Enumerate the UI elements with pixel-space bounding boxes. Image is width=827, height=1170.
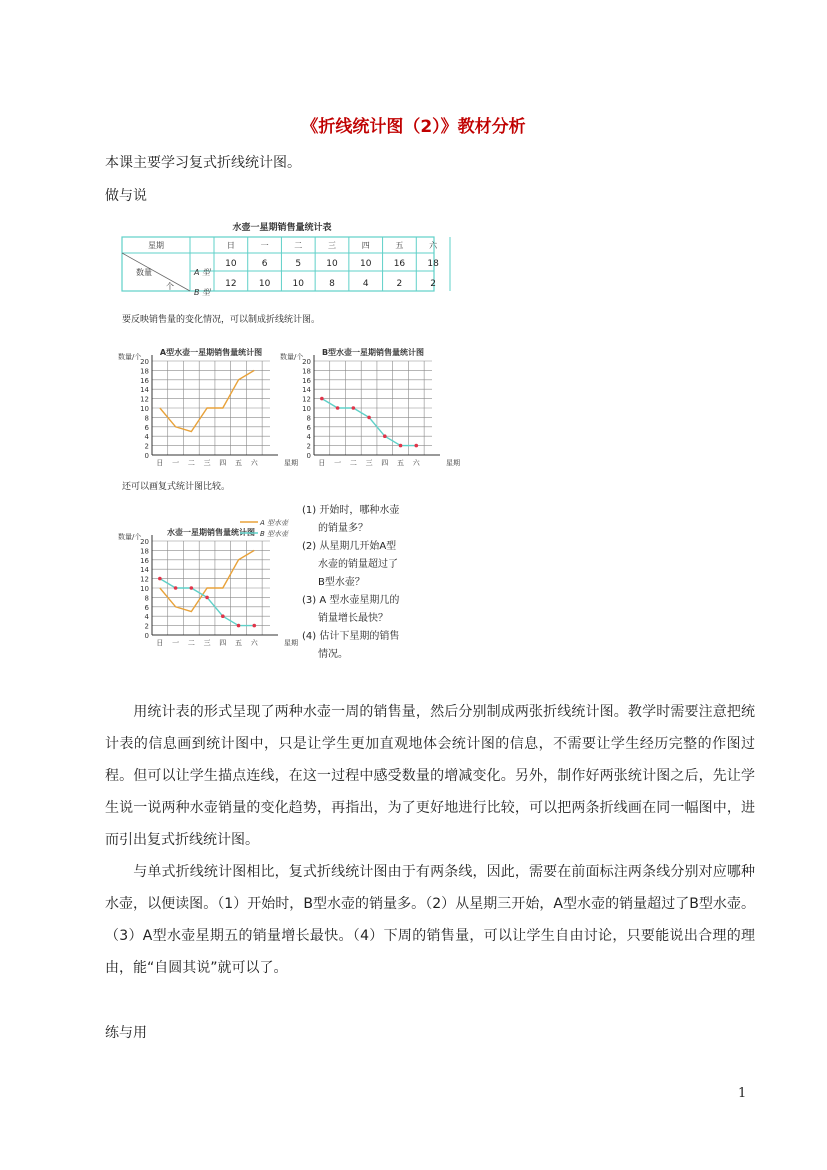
table-corner-quantity: 数量 [136, 268, 152, 277]
table-cell-b: 10 [292, 279, 305, 289]
chart-y-tick: 6 [144, 603, 149, 612]
chart-data-point [367, 416, 371, 420]
chart-y-tick: 6 [306, 423, 311, 432]
table-cell-a: 18 [427, 259, 439, 269]
chart-y-axis-label: 数量/个 [118, 353, 142, 361]
chart-title: A型水壶一星期销售量统计图 [159, 348, 263, 357]
chart-y-tick: 18 [140, 367, 149, 376]
chart-data-point [221, 614, 225, 618]
textbook-figure [118, 215, 460, 660]
chart-x-tick: 一 [172, 459, 180, 467]
chart-y-axis-label: 数量/个 [280, 353, 304, 361]
chart-x-tick: 五 [397, 459, 405, 467]
section-heading-practice: 练与用 [105, 1025, 147, 1041]
chart-y-tick: 12 [302, 395, 311, 404]
chart-y-tick: 2 [306, 442, 311, 451]
chart-x-tick: 三 [203, 639, 211, 647]
question-line: 情况。 [318, 649, 348, 660]
chart-y-tick: 0 [306, 452, 311, 460]
legend-label-a: A 型水壶 [260, 519, 289, 527]
chart-data-point [158, 577, 162, 581]
chart-y-tick: 6 [144, 423, 149, 432]
table-day-header: 三 [328, 241, 336, 250]
chart-x-axis-label: 星期 [284, 639, 298, 647]
chart-y-tick: 18 [302, 367, 311, 376]
question-line: (2) 从星期几开始A型 [302, 541, 397, 552]
table-cell-a: 10 [359, 259, 372, 269]
chart-y-tick: 20 [302, 358, 311, 366]
table-corner-unit: 个 [166, 282, 174, 291]
chart-series-line [322, 399, 416, 446]
chart-x-tick: 六 [250, 459, 258, 467]
chart-x-tick: 一 [172, 639, 180, 647]
chart-y-tick: 20 [140, 358, 149, 366]
table-diagonal [122, 253, 190, 291]
table-cell-b: 10 [258, 279, 271, 289]
chart-x-tick: 五 [235, 639, 243, 647]
chart-data-point [174, 586, 178, 590]
chart-y-tick: 8 [306, 414, 311, 423]
chart-x-tick: 二 [349, 459, 357, 467]
chart-y-tick: 4 [306, 433, 311, 442]
table-day-header: 二 [294, 241, 303, 250]
table-day-header: 一 [260, 241, 269, 250]
chart-y-tick: 2 [144, 442, 149, 451]
chart-y-tick: 12 [140, 395, 149, 404]
caption-line-chart: 要反映销售量的变化情况，可以制成折线统计图。 [122, 315, 321, 325]
chart-x-tick: 五 [235, 459, 243, 467]
table-cell-b: 8 [329, 279, 335, 289]
chart-x-tick: 一 [334, 459, 342, 467]
chart-x-axis-label: 星期 [446, 459, 460, 467]
section-heading-do-and-say: 做与说 [105, 188, 147, 204]
chart-y-tick: 16 [140, 376, 149, 385]
chart-x-tick: 六 [412, 459, 420, 467]
chart-y-tick: 0 [144, 452, 149, 460]
chart-y-tick: 8 [144, 414, 149, 423]
chart-x-tick: 日 [156, 639, 164, 647]
table-day-header: 四 [361, 241, 370, 250]
caption-compound-chart: 还可以画复式统计图比较。 [122, 482, 231, 492]
chart-data-point [190, 586, 194, 590]
chart-x-tick: 四 [219, 459, 227, 467]
chart-x-tick: 二 [187, 639, 195, 647]
question-line: 水壶的销量超过了 [318, 559, 398, 570]
chart-title: B型水壶一星期销售量统计图 [321, 348, 425, 357]
table-row-label-b: B 型 [193, 288, 211, 297]
chart-data-point [205, 596, 209, 600]
question-line: 的销量多？ [318, 523, 368, 534]
chart-x-tick: 日 [318, 459, 326, 467]
chart-x-tick: 三 [203, 459, 211, 467]
chart-x-tick: 二 [187, 459, 195, 467]
intro-text: 本课主要学习复式折线统计图。 [105, 155, 301, 171]
question-line: B型水壶？ [318, 577, 365, 588]
analysis-paragraph-1-text: 用统计表的形式呈现了两种水壶一周的销售量，然后分别制成两张折线统计图。教学时需要注意把统计表的信息画到统计图中，只是让学生更加直观地体会统计图的信息，不需要让学生经历完整的作图过程。但可以让学生描点连线，在这一过程中感受数量的增减变化。另外，制作好两张统计图之后，先让学生说一说两种水壶销量的变化趋势，再指出，为了更好地进行比较，可以把两条折线画在同一幅图中，进而引出复式折线统计图。 [105, 704, 755, 848]
chart-x-tick: 三 [365, 459, 373, 467]
chart-x-tick: 六 [250, 639, 258, 647]
chart-y-tick: 4 [144, 613, 149, 622]
table-header-week: 星期 [148, 241, 164, 250]
chart-title: 水壶一星期销售量统计图 [167, 528, 255, 537]
chart-y-tick: 4 [144, 433, 149, 442]
analysis-paragraph-2 [105, 856, 755, 984]
chart-data-point [320, 397, 324, 401]
table-cell-a: 10 [225, 259, 237, 269]
chart-y-tick: 12 [140, 575, 149, 584]
table-cell-a: 6 [261, 259, 268, 269]
table-row-label-a: A 型 [193, 268, 211, 277]
chart-data-point [399, 444, 403, 448]
table-cell-a: 16 [393, 259, 406, 269]
textbook-figure-svg [118, 215, 460, 660]
chart-y-tick: 8 [144, 594, 149, 603]
table-cell-b: 2 [396, 279, 403, 289]
table-cell-b: 4 [362, 279, 369, 289]
chart-series-line [160, 579, 254, 626]
table-cell-b: 12 [225, 279, 237, 289]
chart-data-point [252, 624, 256, 628]
chart-data-point [383, 434, 387, 438]
question-line: (4) 估计下星期的销售 [302, 631, 400, 642]
question-line: (1) 开始时，哪种水壶 [302, 505, 400, 516]
chart-data-point [336, 406, 340, 410]
page-title: 《折线统计图（2）》教材分析 [301, 117, 526, 137]
analysis-paragraph-1 [105, 696, 755, 856]
chart-x-axis-label: 星期 [284, 459, 298, 467]
chart-y-tick: 14 [140, 566, 149, 575]
chart-y-tick: 14 [302, 386, 311, 395]
chart-data-point [237, 624, 241, 628]
chart-y-tick: 16 [302, 376, 311, 385]
table-cell-a: 10 [326, 259, 338, 269]
chart-y-tick: 14 [140, 386, 149, 395]
chart-y-tick: 18 [140, 547, 149, 556]
analysis-paragraph-2-text: 与单式折线统计图相比，复式折线统计图由于有两条线，因此，需要在前面标注两条线分别对应哪种水壶，以便读图。（1）开始时，B型水壶的销量多。（2）从星期三开始，A型水壶的销量超过了B型水壶。（3）A型水壶星期五的销量增长最快。（4）下周的销售量，可以让学生自由讨论，只要能说出合理的理由，能“自圆其说”就可以了。 [105, 864, 755, 976]
chart-y-tick: 0 [144, 632, 149, 640]
question-line: 销量增长最快？ [318, 613, 388, 624]
chart-x-tick: 四 [219, 639, 227, 647]
question-line: (3) A 型水壶星期几的 [302, 595, 400, 606]
chart-y-tick: 2 [144, 622, 149, 631]
chart-x-tick: 四 [381, 459, 389, 467]
table-day-header: 日 [226, 241, 235, 250]
chart-y-tick: 10 [140, 585, 149, 593]
chart-y-tick: 10 [302, 405, 311, 413]
table-title: 水壶一星期销售量统计表 [232, 223, 332, 233]
page-number: 1 [738, 1086, 747, 1101]
table-cell-b: 2 [430, 279, 437, 289]
chart-y-tick: 16 [140, 556, 149, 565]
table-cell-a: 5 [295, 259, 302, 269]
table-day-header: 六 [429, 241, 438, 250]
legend-label-b: B 型水壶 [260, 530, 289, 538]
chart-data-point [352, 406, 356, 410]
chart-y-tick: 20 [140, 538, 149, 546]
chart-x-tick: 日 [156, 459, 164, 467]
chart-y-tick: 10 [140, 405, 149, 413]
chart-y-axis-label: 数量/个 [118, 533, 142, 541]
table-day-header: 五 [395, 241, 404, 250]
chart-data-point [414, 444, 418, 448]
